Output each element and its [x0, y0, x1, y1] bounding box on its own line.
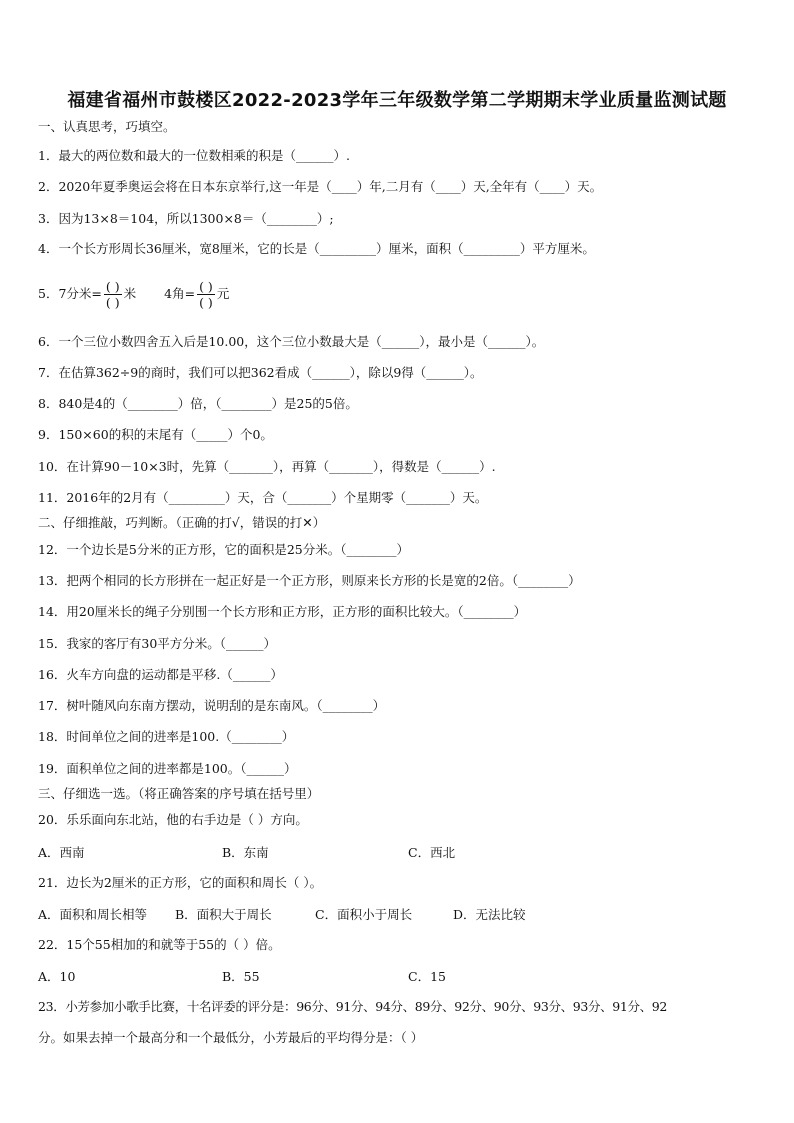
question-14: 14．用20厘米长的绳子分别围一个长方形和正方形，正方形的面积比较大。（________）	[38, 604, 527, 619]
q22-option-a: A．10	[38, 969, 76, 984]
q5-part2: 4角=	[164, 286, 196, 301]
q20-option-a: A．西南	[38, 845, 85, 860]
q5-unit-2: 元	[216, 286, 230, 301]
question-22: 22．15个55相加的和就等于55的（ ）倍。	[38, 937, 281, 952]
q21-option-b: B．面积大于周长	[175, 907, 272, 922]
q20-option-c: C．西北	[408, 845, 456, 860]
question-23-line-1: 23．小芳参加小歌手比赛，十名评委的评分是：96分、91分、94分、89分、92分、90分、93分、93分、91分、92	[38, 999, 667, 1014]
question-23-line-2: 分。如果去掉一个最高分和一个最低分，小芳最后的平均得分是：（ ）	[38, 1030, 424, 1045]
q5-frac2-numerator: ( )	[199, 279, 213, 294]
question-3: 3．因为13×8＝104，所以1300×8＝（________）;	[38, 211, 334, 226]
q21-option-d: D．无法比较	[453, 907, 526, 922]
question-5	[38, 276, 764, 312]
question-1: 1．最大的两位数和最大的一位数相乘的积是（______）.	[38, 148, 350, 163]
q5-fraction-1	[104, 279, 122, 310]
q5-fraction-2	[197, 279, 215, 310]
q22-option-c: C．15	[408, 969, 446, 984]
question-16: 16．火车方向盘的运动都是平移.（______）	[38, 667, 283, 682]
question-12: 12．一个边长是5分米的正方形，它的面积是25分米。（________）	[38, 542, 410, 557]
section-heading-multiple-choice: 三、仔细选一选。（将正确答案的序号填在括号里）	[38, 786, 320, 801]
q5-prefix: 5．7分米=	[38, 286, 102, 301]
question-7: 7．在估算362÷9的商时，我们可以把362看成（______），除以9得（______）。	[38, 365, 483, 380]
question-19: 19．面积单位之间的进率都是100。（______）	[38, 761, 297, 776]
question-4: 4．一个长方形周长36厘米，宽8厘米，它的长是（_________）厘米，面积（_________）平方厘米。	[38, 241, 595, 256]
q5-frac1-denominator: ( )	[105, 295, 120, 310]
q5-unit-1: 米	[123, 286, 137, 301]
question-18: 18．时间单位之间的进率是100.（________）	[38, 729, 295, 744]
question-10: 10．在计算90－10×3时，先算（_______），再算（_______），得数是（______）.	[38, 459, 496, 474]
question-6: 6．一个三位小数四舍五入后是10.00，这个三位小数最大是（______），最小是（______）。	[38, 334, 545, 349]
question-13: 13．把两个相同的长方形拼在一起正好是一个正方形，则原来长方形的长是宽的2倍。（________）	[38, 573, 581, 588]
q5-frac1-numerator: ( )	[105, 279, 120, 294]
q21-option-a: A．面积和周长相等	[38, 907, 148, 922]
question-11: 11．2016年的2月有（_________）天，合（_______）个星期零（_______）天。	[38, 490, 488, 505]
q20-option-b: B．东南	[222, 845, 269, 860]
question-2: 2．2020年夏季奥运会将在日本东京举行,这一年是（____）年,二月有（____）天,全年有（____）天。	[38, 179, 603, 194]
q21-option-c: C．面积小于周长	[315, 907, 413, 922]
exam-title: 福建省福州市鼓楼区2022-2023学年三年级数学第二学期期末学业质量监测试题	[67, 90, 727, 111]
q22-option-b: B．55	[222, 969, 260, 984]
question-20: 20．乐乐面向东北站，他的右手边是（ ）方向。	[38, 812, 308, 827]
section-heading-fill-blank: 一、认真思考，巧填空。	[38, 119, 176, 134]
question-15: 15．我家的客厅有30平方分米。（______）	[38, 636, 277, 651]
q5-frac2-denominator: ( )	[199, 295, 213, 310]
section-heading-true-false: 二、仔细推敲，巧判断。（正确的打√，错误的打✕）	[38, 515, 326, 530]
question-17: 17．树叶随风向东南方摆动，说明刮的是东南风。（________）	[38, 698, 386, 713]
question-9: 9．150×60的积的末尾有（_____）个0。	[38, 427, 273, 442]
question-21: 21．边长为2厘米的正方形，它的面积和周长（ ）。	[38, 875, 323, 890]
question-8: 8．840是4的（________）倍，（________）是25的5倍。	[38, 396, 358, 411]
